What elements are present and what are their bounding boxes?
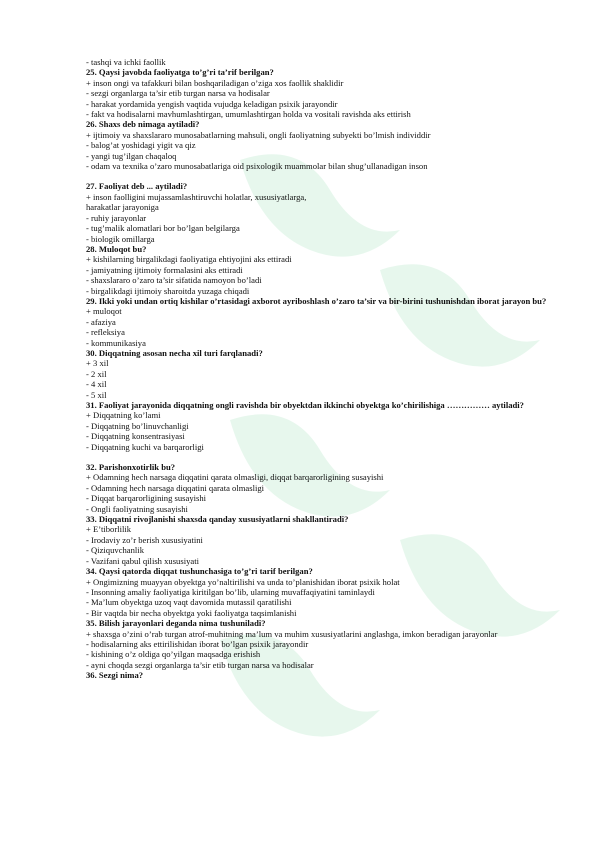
document-page <box>86 57 552 681</box>
answer-option: - Ongli faoliyatning susayishi <box>86 503 188 514</box>
answer-option: - yangi tug’ilgan chaqaloq <box>86 150 177 161</box>
answer-option: - ruhiy jarayonlar <box>86 212 147 223</box>
answer-option: - birgalikdagi ijtimoiy sharoitda yuzaga chiqadi <box>86 285 250 296</box>
answer-option: + muloqot <box>86 306 122 317</box>
answer-option: - hodisalarning aks ettirilishidan iborat bo’lgan psixik jarayondir <box>86 638 309 649</box>
answer-option: - refleksiya <box>86 327 125 338</box>
answer-option: - odam va texnika o’zaro munosabatlariga oid psixologik muammolar bilan shug’ullanadigan inson <box>86 161 428 172</box>
answer-option: + 3 xil <box>86 358 109 369</box>
answer-option: harakatlar jarayoniga <box>86 202 159 213</box>
answer-option: - Bir vaqtda bir necha obyektga yoki faoliyatga taqsimlanishi <box>86 607 297 618</box>
answer-option: - sezgi organlarga ta’sir etib turgan narsa va hodisalar <box>86 88 270 99</box>
question-text: 29. Ikki yoki undan ortiq kishilar o’rtasidagi axborot ayriboshlash o’zaro ta’sir va bir-birini tushunishdan iborat jarayon bu? <box>86 295 547 306</box>
answer-option: - tug’malik alomatlari bor bo’lgan belgilarga <box>86 223 240 234</box>
blank-line <box>86 171 552 181</box>
answer-option: + ijtimoiy va shaxslararo munosabatlarning mahsuli, ongli faoliyatning subyekti bo’lmish individdir <box>86 129 431 140</box>
answer-option: - 2 xil <box>86 368 107 379</box>
answer-option: - fakt va hodisalarni mavhumlashtirgan, umumlashtirgan holda va vositali ravishda aks ettirish <box>86 109 411 120</box>
answer-option: - biologik omillarga <box>86 233 155 244</box>
answer-option: - Odamning hech narsaga diqqatini qarata olmasligi <box>86 482 265 493</box>
question-text: 33. Diqqatni rivojlanishi shaxsda qanday xususiyatlarni shakllantiradi? <box>86 514 349 525</box>
answer-option: + inson faolligini mujassamlashtiruvchi holatlar, xususiyatlarga, <box>86 191 307 202</box>
answer-option: + shaxsga o’zini o’rab turgan atrof-muhitning ma’lum va muhim xususiyatlarini anglashga, imkon beradigan jarayonlar <box>86 628 498 639</box>
question-text: 34. Qaysi qatorda diqqat tushunchasiga to’g’ri tarif berilgan? <box>86 566 313 577</box>
question-text: 26. Shaxs deb nimaga aytiladi? <box>86 119 200 130</box>
answer-option: - Qiziquvchanlik <box>86 545 144 556</box>
answer-option: - jamiyatning ijtimoiy formalasini aks ettiradi <box>86 264 243 275</box>
answer-option: + Ongimizning muayyan obyektga yo’naltirilishi va unda to’planishidan iborat psixik holat <box>86 576 400 587</box>
answer-option: + Diqqatning ko’lami <box>86 410 161 421</box>
answer-option: - kishining o’z oldiga qo’yilgan maqsadga erishish <box>86 649 261 660</box>
blank-line <box>86 452 552 462</box>
question-text: 36. Sezgi nima? <box>86 670 144 681</box>
answer-option: + Odamning hech narsaga diqqatini qarata olmasligi, diqqat barqarorligining susayishi <box>86 472 384 483</box>
question-text: 25. Qaysi javobda faoliyatga to’g’ri ta’rif berilgan? <box>86 67 274 78</box>
question-text: 35. Bilish jarayonlari deganda nima tushuniladi? <box>86 618 266 629</box>
answer-option: - balog’at yoshidagi yigit va qiz <box>86 140 196 151</box>
answer-option: + kishilarning birgalikdagi faoliyatiga ehtiyojini aks ettiradi <box>86 254 292 265</box>
answer-option: - Ma’lum obyektga uzoq vaqt davomida mutassil qaratilishi <box>86 597 292 608</box>
answer-option: - tashqi va ichki faollik <box>86 57 166 67</box>
answer-option: - 5 xil <box>86 389 107 400</box>
answer-option: - Diqqatning kuchi va barqarorligi <box>86 441 204 452</box>
answer-option: - ayni choqda sezgi organlarga ta’sir etib turgan narsa va hodisalar <box>86 659 314 670</box>
answer-option: - Vazifani qabul qilish xususiyati <box>86 555 199 566</box>
question-text: 31. Faoliyat jarayonida diqqatning ongli ravishda bir obyektdan ikkinchi obyektga ko’chirilishiga …………… aytiladi? <box>86 400 524 410</box>
answer-option: - Diqqatning konsentrasiyasi <box>86 431 185 442</box>
answer-option: - Irodaviy zo’r berish xususiyatini <box>86 534 203 545</box>
answer-option: - afaziya <box>86 316 116 327</box>
answer-option: - harakat yordamida yengish vaqtida vujudga keladigan psixik jarayondir <box>86 98 338 109</box>
answer-option: - kommunikasiya <box>86 337 146 348</box>
answer-option: - shaxslararo o’zaro ta’sir sifatida namoyon bo’ladi <box>86 275 262 286</box>
answer-option: - 4 xil <box>86 379 107 390</box>
question-text: 28. Muloqot bu? <box>86 243 147 254</box>
answer-option: - Diqqatning bo’linuvchanligi <box>86 420 189 431</box>
answer-option: - Insonning amaliy faoliyatiga kiritilgan bo’lib, ularning muvaffaqiyatini taminlaydi <box>86 586 375 597</box>
question-text: 27. Faoliyat deb ... aytiladi? <box>86 181 188 192</box>
answer-option: + inson ongi va tafakkuri bilan boshqariladigan o’ziga xos faollik shaklidir <box>86 77 344 88</box>
question-text: 30. Diqqatning asosan necha xil turi farqlanadi? <box>86 347 263 358</box>
question-text: 32. Parishonxotirlik bu? <box>86 462 176 473</box>
answer-option: - Diqqat barqarorligining susayishi <box>86 493 207 504</box>
answer-option: + E’tiborlilik <box>86 524 132 535</box>
